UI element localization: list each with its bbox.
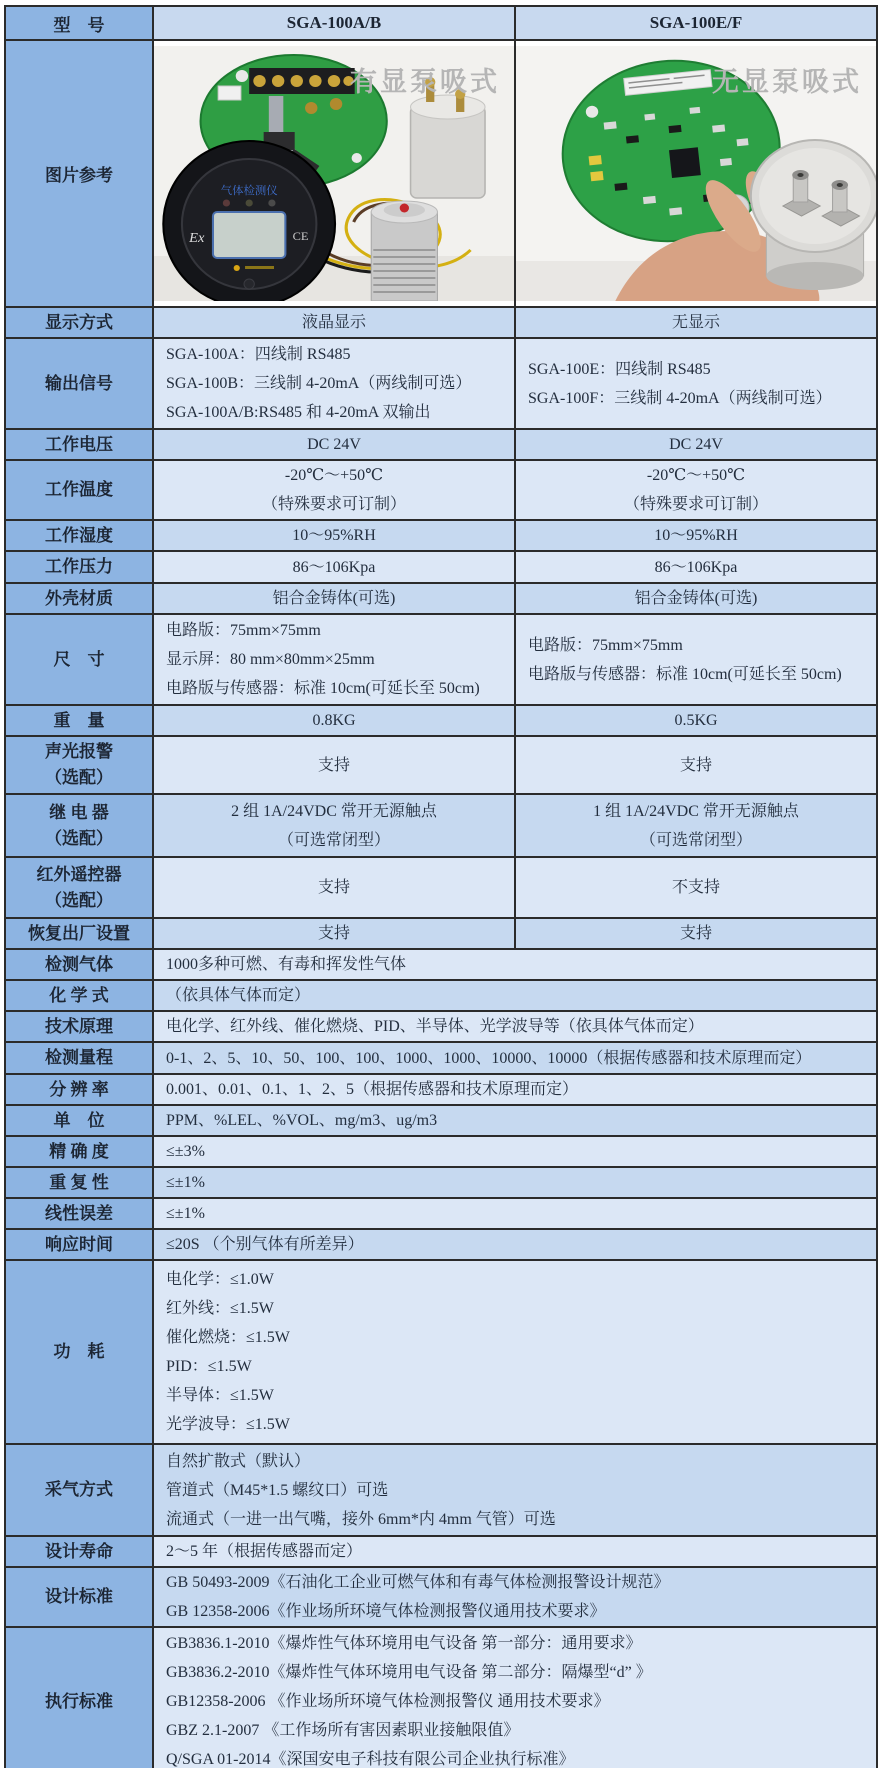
work-led	[246, 200, 253, 207]
spec-value-model-ef: 不支持	[515, 857, 877, 918]
spec-value-model-ef: 0.5KG	[515, 705, 877, 736]
spec-row-label: 分 辨 率	[5, 1074, 153, 1105]
spec-value-merged: 自然扩散式（默认） 管道式（M45*1.5 螺纹口）可选 流通式（一进一出气嘴，接外 6mm*内 4mm 气管）可选	[153, 1444, 877, 1536]
spec-value-model-ab: 支持	[153, 736, 515, 794]
model-row-label: 型 号	[5, 6, 153, 40]
alarm-led	[223, 200, 230, 207]
spec-row-label: 精 确 度	[5, 1136, 153, 1167]
spec-row	[5, 1444, 877, 1536]
spec-row-label: 采气方式	[5, 1444, 153, 1536]
spec-row-label: 重 量	[5, 705, 153, 736]
spec-row-label: 线性误差	[5, 1198, 153, 1229]
spec-value-merged: ≤20S （个别气体有所差异）	[153, 1229, 877, 1260]
spec-value-model-ab: 86～106Kpa	[153, 551, 515, 583]
spec-row	[5, 583, 877, 614]
spec-row-label: 声光报警 （选配）	[5, 736, 153, 794]
sensor-cylinder	[371, 201, 437, 301]
spec-row	[5, 1105, 877, 1136]
spec-value-model-ef: -20℃～+50℃ （特殊要求可订制）	[515, 460, 877, 520]
spec-row	[5, 429, 877, 460]
spec-row-label: 重 复 性	[5, 1167, 153, 1198]
model-a-header: SGA-100A/B	[153, 6, 515, 40]
spec-row	[5, 1536, 877, 1567]
spec-value-model-ef: 1 组 1A/24VDC 常开无源触点 （可选常闭型）	[515, 794, 877, 857]
spec-value-merged: ≤±3%	[153, 1136, 877, 1167]
spec-value-model-ab: DC 24V	[153, 429, 515, 460]
spec-row-label: 输出信号	[5, 338, 153, 429]
spec-row	[5, 338, 877, 429]
spec-value-merged: ≤±1%	[153, 1198, 877, 1229]
spec-value-model-ef: 电路版：75mm×75mm 电路版与传感器：标准 10cm(可延长至 50cm)	[515, 614, 877, 705]
spec-value-merged: PPM、%LEL、%VOL、mg/m3、ug/m3	[153, 1105, 877, 1136]
spec-row-label: 设计标准	[5, 1567, 153, 1627]
spec-row	[5, 705, 877, 736]
photo-cell-right	[515, 40, 877, 307]
spec-value-model-ef: 支持	[515, 736, 877, 794]
spec-row	[5, 307, 877, 338]
spec-row	[5, 949, 877, 980]
spec-value-model-ef: 无显示	[515, 307, 877, 338]
spec-row	[5, 551, 877, 583]
spec-value-model-ab: -20℃～+50℃ （特殊要求可订制）	[153, 460, 515, 520]
spec-value-model-ab: 电路版：75mm×75mm 显示屏：80 mm×80mm×25mm 电路版与传感器：标准 10cm(可延长至 50cm)	[153, 614, 515, 705]
spec-value-model-ab: 铝合金铸体(可选)	[153, 583, 515, 614]
spec-row-label: 工作压力	[5, 551, 153, 583]
spec-row	[5, 614, 877, 705]
spec-row-label: 功 耗	[5, 1260, 153, 1444]
spec-row	[5, 1229, 877, 1260]
photo-cell-left	[153, 40, 515, 307]
spec-row	[5, 520, 877, 551]
spec-value-merged: 0-1、2、5、10、50、100、100、1000、1000、10000、10000（根据传感器和技术原理而定）	[153, 1042, 877, 1074]
spec-value-merged: 2～5 年（根据传感器而定）	[153, 1536, 877, 1567]
product-photo-sga100ab	[154, 46, 514, 301]
spec-value-model-ab: 液晶显示	[153, 307, 515, 338]
spec-row	[5, 1167, 877, 1198]
spec-row-label: 响应时间	[5, 1229, 153, 1260]
spec-value-merged: 电化学、红外线、催化燃烧、PID、半导体、光学波导等（依具体气体而定）	[153, 1011, 877, 1042]
gauge-screen-title: 气体检测仪	[220, 185, 278, 197]
spec-row-label: 尺 寸	[5, 614, 153, 705]
spec-value-model-ab: 2 组 1A/24VDC 常开无源触点 （可选常闭型）	[153, 794, 515, 857]
spec-row-label: 检测气体	[5, 949, 153, 980]
spec-value-model-ef: 铝合金铸体(可选)	[515, 583, 877, 614]
spec-row	[5, 794, 877, 857]
spec-value-model-ab: 支持	[153, 857, 515, 918]
model-header-row	[5, 6, 877, 40]
spec-value-model-ab: 支持	[153, 918, 515, 949]
spec-row-label: 继 电 器 （选配）	[5, 794, 153, 857]
watermark-left: 有显泵吸式	[350, 67, 500, 97]
spec-row-label: 外壳材质	[5, 583, 153, 614]
spec-row-label: 化 学 式	[5, 980, 153, 1011]
lcd-screen	[213, 212, 285, 258]
spec-value-model-ef: 10～95%RH	[515, 520, 877, 551]
spec-value-merged: 1000多种可燃、有毒和挥发性气体	[153, 949, 877, 980]
spec-value-model-ef: DC 24V	[515, 429, 877, 460]
spec-row-label: 单 位	[5, 1105, 153, 1136]
image-row	[5, 40, 877, 307]
spec-value-model-ab: 0.8KG	[153, 705, 515, 736]
spec-row	[5, 460, 877, 520]
spec-row	[5, 857, 877, 918]
sensor-red-dot	[400, 204, 409, 213]
spec-value-model-ef: 支持	[515, 918, 877, 949]
spec-row-label: 工作电压	[5, 429, 153, 460]
image-row-label: 图片参考	[5, 40, 153, 307]
spec-row	[5, 736, 877, 794]
ce-mark: CE	[292, 229, 309, 243]
spec-value-merged: 0.001、0.01、0.1、1、2、5（根据传感器和技术原理而定）	[153, 1074, 877, 1105]
spec-value-model-ab: SGA-100A：四线制 RS485 SGA-100B：三线制 4-20mA（两线制可选） SGA-100A/B:RS485 和 4-20mA 双输出	[153, 338, 515, 429]
spec-row-label: 设计寿命	[5, 1536, 153, 1567]
product-photo-sga100ef	[516, 46, 876, 301]
spec-row-label: 显示方式	[5, 307, 153, 338]
ex-mark: Ex	[189, 230, 205, 246]
spec-table	[4, 5, 878, 1768]
spec-value-merged: GB3836.1-2010《爆炸性气体环境用电气设备 第一部分：通用要求》 GB3836.2-2010《爆炸性气体环境用电气设备 第二部分：隔爆型“d” 》 GB12358-2006 《作业场所环境气体检测报警仪 通用技术要求》 GBZ 2.1-2007 《工作场所有害因素职业接触限值》 Q/SGA 01-2014《深国安电子科技有限公司企业执行标准》	[153, 1627, 877, 1768]
spec-row-label: 红外遥控器 （选配）	[5, 857, 153, 918]
spec-row-label: 工作湿度	[5, 520, 153, 551]
spec-row-label: 恢复出厂设置	[5, 918, 153, 949]
spec-row	[5, 918, 877, 949]
pcb-chip	[669, 147, 701, 178]
spec-value-model-ef: SGA-100E：四线制 RS485 SGA-100F：三线制 4-20mA（两线制可选）	[515, 338, 877, 429]
spec-value-merged: 电化学：≤1.0W 红外线：≤1.5W 催化燃烧：≤1.5W PID：≤1.5W 半导体：≤1.5W 光学波导：≤1.5W	[153, 1260, 877, 1444]
spec-value-merged: ≤±1%	[153, 1167, 877, 1198]
watermark-right: 无显泵吸式	[712, 67, 862, 97]
spec-row-label: 执行标准	[5, 1627, 153, 1768]
model-b-header: SGA-100E/F	[515, 6, 877, 40]
spec-value-model-ab: 10～95%RH	[153, 520, 515, 551]
spec-value-merged: GB 50493-2009《石油化工企业可燃气体和有毒气体检测报警设计规范》 GB 12358-2006《作业场所环境气体检测报警仪通用技术要求》	[153, 1567, 877, 1627]
spec-row	[5, 980, 877, 1011]
sensor-cylinder	[751, 140, 876, 290]
spec-row	[5, 1042, 877, 1074]
lcd-gauge	[163, 141, 335, 301]
spec-row-label: 技术原理	[5, 1011, 153, 1042]
spec-value-model-ef: 86～106Kpa	[515, 551, 877, 583]
spec-row	[5, 1198, 877, 1229]
spec-row	[5, 1260, 877, 1444]
spec-row	[5, 1074, 877, 1105]
spec-row-label: 工作温度	[5, 460, 153, 520]
spec-row	[5, 1567, 877, 1627]
spec-row	[5, 1011, 877, 1042]
fault-led	[268, 200, 275, 207]
spec-value-merged: （依具体气体而定）	[153, 980, 877, 1011]
spec-row-label: 检测量程	[5, 1042, 153, 1074]
spec-row	[5, 1627, 877, 1768]
spec-row	[5, 1136, 877, 1167]
